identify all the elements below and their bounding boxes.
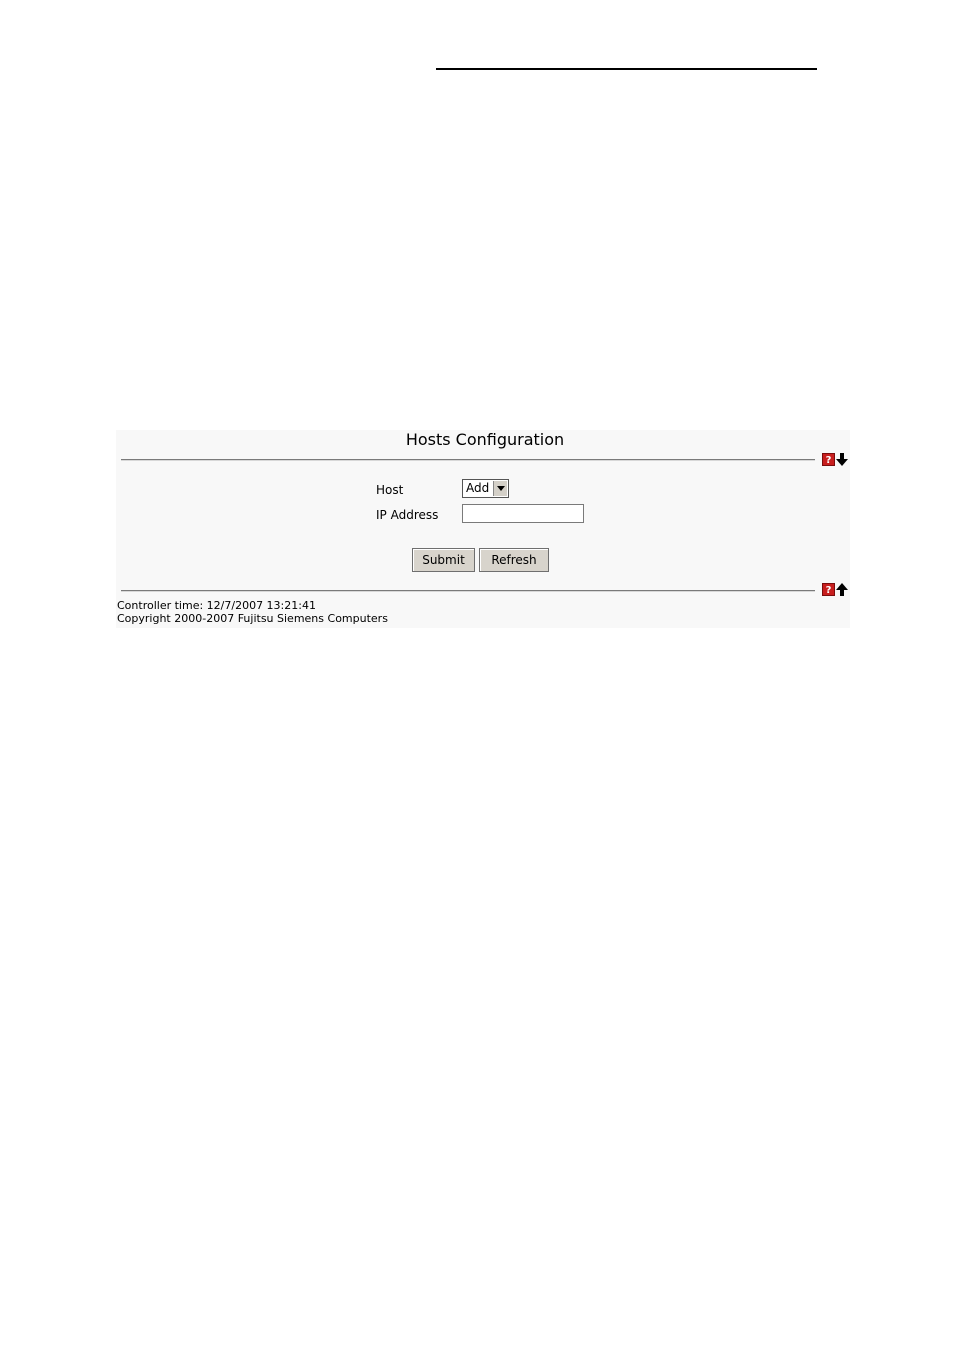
bottom-icons xyxy=(822,583,848,596)
arrow-down-icon[interactable] xyxy=(836,453,848,466)
host-select-value: Add xyxy=(466,481,490,495)
top-icons xyxy=(822,453,848,466)
ip-address-input[interactable] xyxy=(462,504,584,523)
page-title: Hosts Configuration xyxy=(405,430,565,449)
help-icon[interactable]: ? xyxy=(822,583,835,596)
host-select[interactable] xyxy=(462,479,509,498)
document-header-rule xyxy=(436,68,817,70)
hosts-configuration-panel xyxy=(116,430,850,628)
arrow-up-icon[interactable] xyxy=(836,583,848,596)
help-icon[interactable]: ? xyxy=(822,453,835,466)
submit-button[interactable]: Submit xyxy=(412,548,475,572)
refresh-button[interactable]: Refresh xyxy=(479,548,549,572)
chevron-down-icon[interactable] xyxy=(493,481,507,496)
bottom-divider xyxy=(121,590,815,592)
host-label: Host xyxy=(376,483,404,497)
controller-time: Controller time: 12/7/2007 13:21:41 xyxy=(117,599,316,612)
ip-address-label: IP Address xyxy=(376,508,439,522)
top-divider xyxy=(121,459,815,461)
copyright-text: Copyright 2000-2007 Fujitsu Siemens Computers xyxy=(117,612,388,625)
